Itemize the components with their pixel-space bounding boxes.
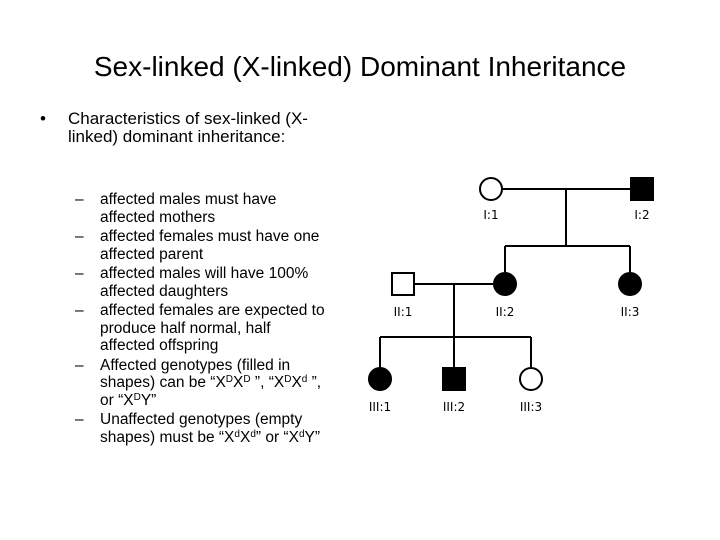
dash-icon: – xyxy=(75,265,84,282)
label-iii-3: III:3 xyxy=(519,400,543,414)
unaffected-female-iii-3 xyxy=(520,368,542,390)
unaffected-male-ii-1 xyxy=(392,273,414,295)
list-item: – affected males must have affected mothers xyxy=(75,191,277,226)
pedigree-individuals xyxy=(369,178,653,414)
main-bullet-text: Characteristics of sex-linked (X-linked) dominant inheritance: xyxy=(68,109,308,146)
dash-icon: – xyxy=(75,191,84,208)
label-iii-2: III:2 xyxy=(442,400,466,414)
label-iii-1: III:1 xyxy=(368,400,392,414)
list-item: – affected females must have one affected parent xyxy=(75,228,320,263)
dash-icon: – xyxy=(75,356,84,374)
list-item-unaffected-genotypes: – Unaffected genotypes (empty shapes) must be “$X^dX^d$” or “$X^dY$” xyxy=(75,411,320,446)
dash-icon: – xyxy=(75,228,84,245)
dash-icon: – xyxy=(75,302,84,319)
dash-icon: – xyxy=(75,411,84,428)
label-i-2: I:2 xyxy=(634,208,650,222)
label-ii-3: II:3 xyxy=(620,305,640,319)
unaffected-female-i-1 xyxy=(480,178,502,200)
affected-male-i-2 xyxy=(631,178,653,200)
affected-female-iii-1 xyxy=(369,368,391,390)
slide-title: Sex-linked (X-linked) Dominant Inheritance xyxy=(93,51,627,82)
affected-female-ii-2 xyxy=(494,273,516,295)
affected-male-iii-2 xyxy=(443,368,465,390)
label-i-1: I:1 xyxy=(483,208,499,222)
bullet-dot-icon: • xyxy=(40,109,46,128)
affected-female-ii-3 xyxy=(619,273,641,295)
list-item: – affected females are expected to produce half normal, half affected offspring xyxy=(75,302,325,354)
label-ii-2: II:2 xyxy=(495,305,515,319)
list-item: – affected males will have 100% affected daughters xyxy=(75,265,309,300)
list-item-affected-genotypes: – Affected genotypes (filled in shapes) can be “$X^DX^D$ ”, “$X^DX^d$ ”, or “$X^DY$” xyxy=(75,356,322,409)
label-ii-1: II:1 xyxy=(393,305,413,319)
